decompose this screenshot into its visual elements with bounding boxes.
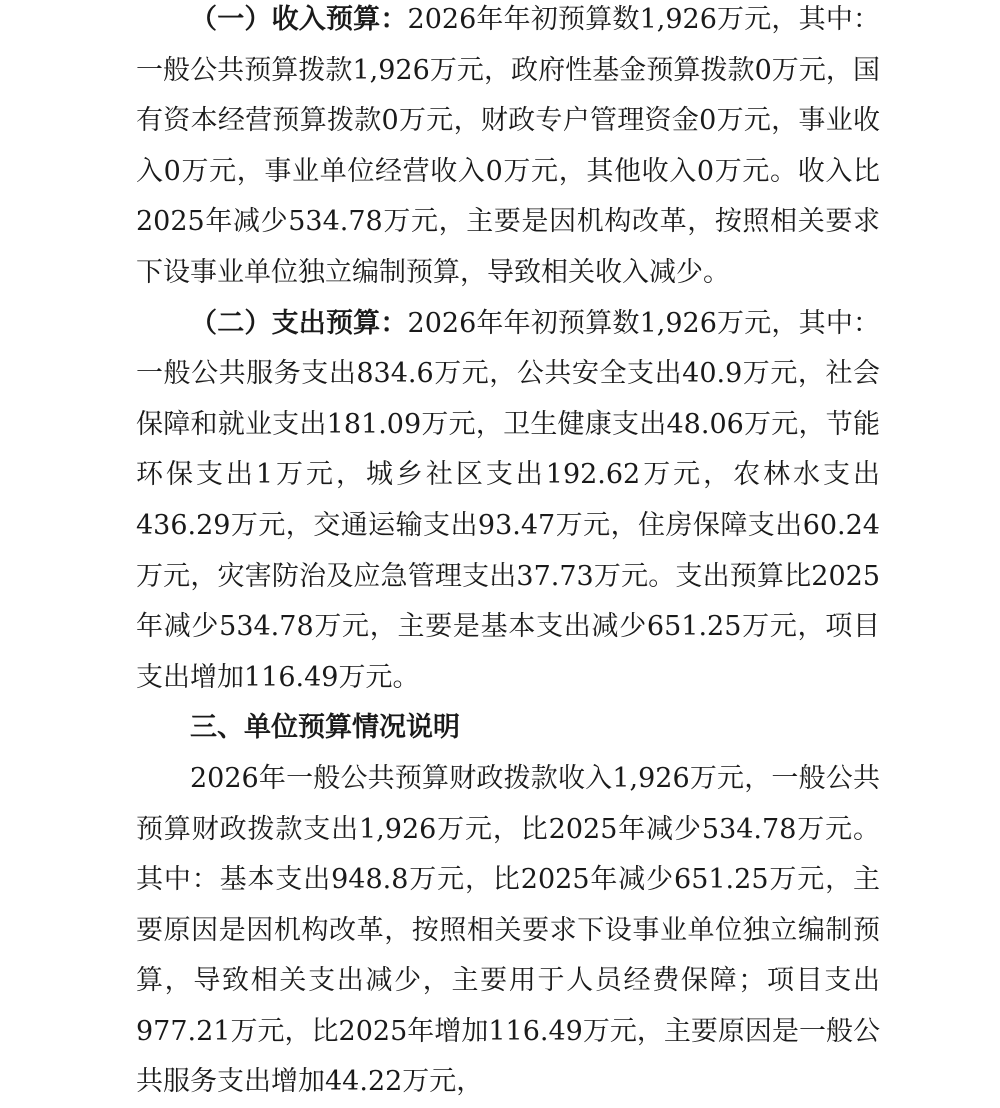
income-budget-text: 2026年年初预算数1,926万元，其中：一般公共预算拨款1,926万元，政府性基金预算拨款0万元，国有资本经营预算拨款0万元，财政专户管理资金0万元，事业收入0万元，事业单位经营收入0万元，其他收入0万元。收入比2025年减少534.78万元，主要是因机构改革，按照相关要求下设事业单位独立编制预算，导致相关收入减少。 xyxy=(136,4,881,288)
expenditure-budget-lead: （二）支出预算： xyxy=(190,307,408,339)
unit-budget-paragraph: 2026年一般公共预算财政拨款收入1,926万元，一般公共预算财政拨款支出1,926万元，比2025年减少534.78万元。其中：基本支出948.8万元，比2025年减少651.25万元，主要原因是因机构改革，按照相关要求下设事业单位独立编制预算，导致相关支出减少，主要用于人员经费保障；项目支出977.21万元，比2025年增加116.49万元，主要原因是一般公共服务支出增加44.22万元， xyxy=(136,762,880,1098)
document-page xyxy=(136,0,880,1108)
income-budget-paragraph xyxy=(136,0,880,299)
section-heading: 三、单位预算情况说明 xyxy=(190,712,460,744)
expenditure-budget-paragraph xyxy=(136,299,880,704)
income-budget-lead: （一）收入预算： xyxy=(190,4,408,35)
expenditure-budget-text: 2026年年初预算数1,926万元，其中：一般公共服务支出834.6万元，公共安全支出40.9万元，社会保障和就业支出181.09万元，卫生健康支出48.06万元，节能环保支出1万元，城乡社区支出192.62万元，农林水支出436.29万元，交通运输支出93.47万元，住房保障支出60.24万元，灾害防治及应急管理支出37.73万元。支出预算比2025年减少534.78万元，主要是基本支出减少651.25万元，项目支出增加116.49万元。 xyxy=(136,307,881,693)
